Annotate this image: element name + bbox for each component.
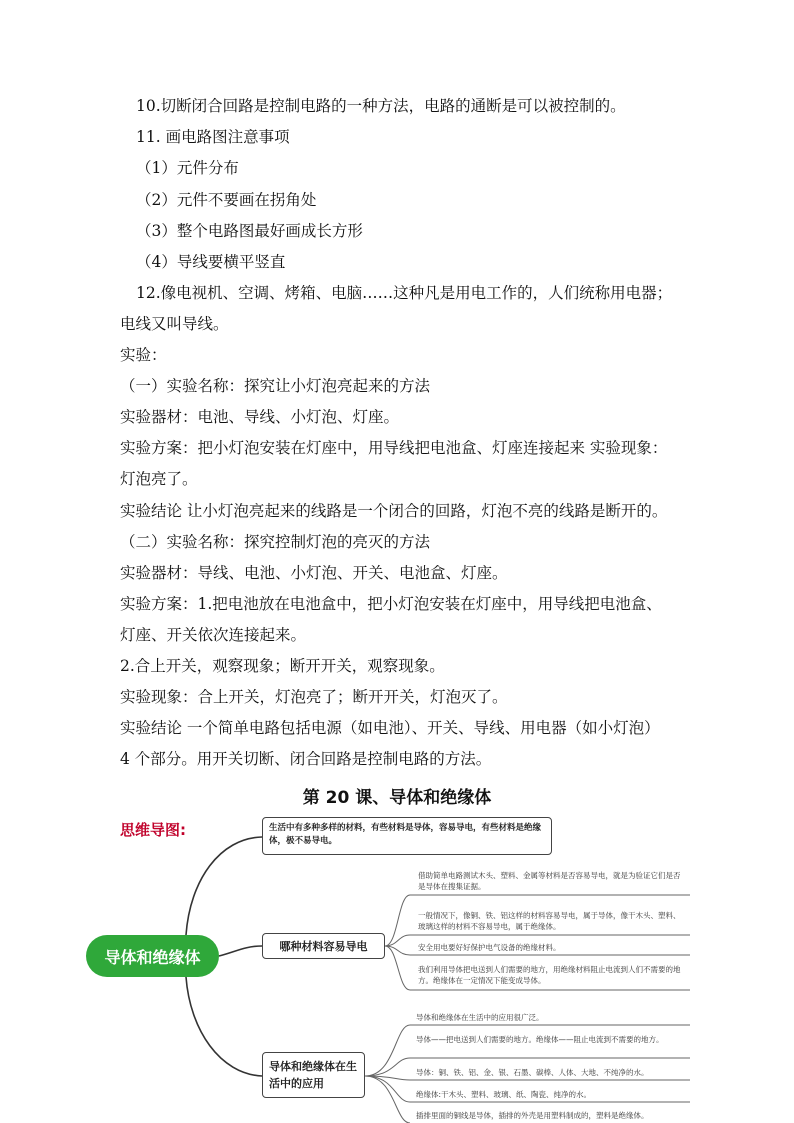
text-line: （二）实验名称：探究控制灯泡的亮灭的方法 [120,533,431,551]
text-line: 实验器材：导线、电池、小灯泡、开关、电池盒、灯座。 [120,564,508,582]
mindmap-top-box [262,817,552,855]
branch1-title: 哪种材料容易导电 [279,940,368,953]
text-line: 11. 画电路图注意事项 [136,128,290,146]
mindmap-leaf: 导体——把电送到人们需要的地方。绝缘体——阻止电流到不需要的地方。 [416,1035,664,1044]
mindmap-leaf: 安全用电要好好保护电气设备的绝缘材料。 [418,943,561,952]
text-line: （3）整个电路图最好画成长方形 [136,222,363,240]
text-line: （2）元件不要画在拐角处 [136,191,317,209]
text-line: （4）导线要横平竖直 [136,253,286,271]
text-line: （1）元件分布 [136,159,239,177]
mindmap-leaf: 导体：铜、铁、铝、金、银、石墨、碳棒、人体、大地、不纯净的水。 [416,1068,649,1077]
mindmap-leaf: 绝缘体:干木头、塑料、玻璃、纸、陶瓷、纯净的水。 [416,1090,592,1099]
text-line: 实验方案：1.把电池放在电池盒中，把小灯泡安装在灯座中，用导线把电池盒、 [120,595,662,613]
section-title: 第 20 课、导体和绝缘体 [302,788,492,808]
text-line: 2.合上开关，观察现象；断开开关，观察现象。 [120,657,445,675]
text-line: 电线又叫导线。 [120,315,229,333]
mindmap-leaf: 我们利用导体把电送到人们需要的地方，用绝缘材料阻止电流到人们不需要的地方。绝缘体在一定情况下能变成导体。 [418,965,681,985]
text-line: 实验方案：把小灯泡安装在灯座中，用导线把电池盒、灯座连接起来 实验现象： [120,439,668,457]
text-line: 12.像电视机、空调、烤箱、电脑……这种凡是用电工作的，人们统称用电器； [136,284,673,302]
mindmap-leaf: 借助简单电路测试木头、塑料、金属等材料是否容易导电，就是为验证它们是否是导体在搜集证据。 [418,871,681,891]
mindmap-leaf: 一般情况下，像铜、铁、铝这样的材料容易导电，属于导体，像干木头、塑料、玻璃这样的材料不容易导电，属于绝缘体。 [418,911,681,931]
mindmap-top-text: 生活中有多种多样的材料，有些材料是导体，容易导电，有些材料是绝缘体，极不易导电。 [269,823,542,846]
mindmap-leaf: 插排里面的铜线是导体，插排的外壳是用塑料制成的，塑料是绝缘体。 [416,1111,649,1120]
text-line: （一）实验名称：探究让小灯泡亮起来的方法 [120,377,431,395]
mindmap-central-node: 导体和绝缘体 [86,935,219,977]
mindmap-branch-box [262,1052,365,1098]
text-line: 实验结论 一个简单电路包括电源（如电池）、开关、导线、用电器（如小灯泡） [120,719,660,737]
text-line: 10.切断闭合回路是控制电路的一种方法，电路的通断是可以被控制的。 [136,97,626,115]
mindmap-leaf: 导体和绝缘体在生活中的应用很广泛。 [416,1013,544,1022]
mindmap-label: 思维导图: [120,821,186,839]
text-line: 实验器材：电池、导线、小灯泡、灯座。 [120,408,400,426]
text-line: 实验现象：合上开关，灯泡亮了；断开开关，灯泡灭了。 [120,688,508,706]
text-line: 实验结论 让小灯泡亮起来的线路是一个闭合的回路，灯泡不亮的线路是断开的。 [120,502,668,520]
text-line: 灯泡亮了。 [120,470,198,488]
text-line: 4 个部分。用开关切断、闭合回路是控制电路的方法。 [120,750,492,768]
text-line: 实验： [120,346,167,364]
branch2-title: 导体和绝缘体在生活中的应用 [269,1060,357,1090]
text-line: 灯座、开关依次连接起来。 [120,626,307,644]
mindmap-branch-box [262,933,385,959]
